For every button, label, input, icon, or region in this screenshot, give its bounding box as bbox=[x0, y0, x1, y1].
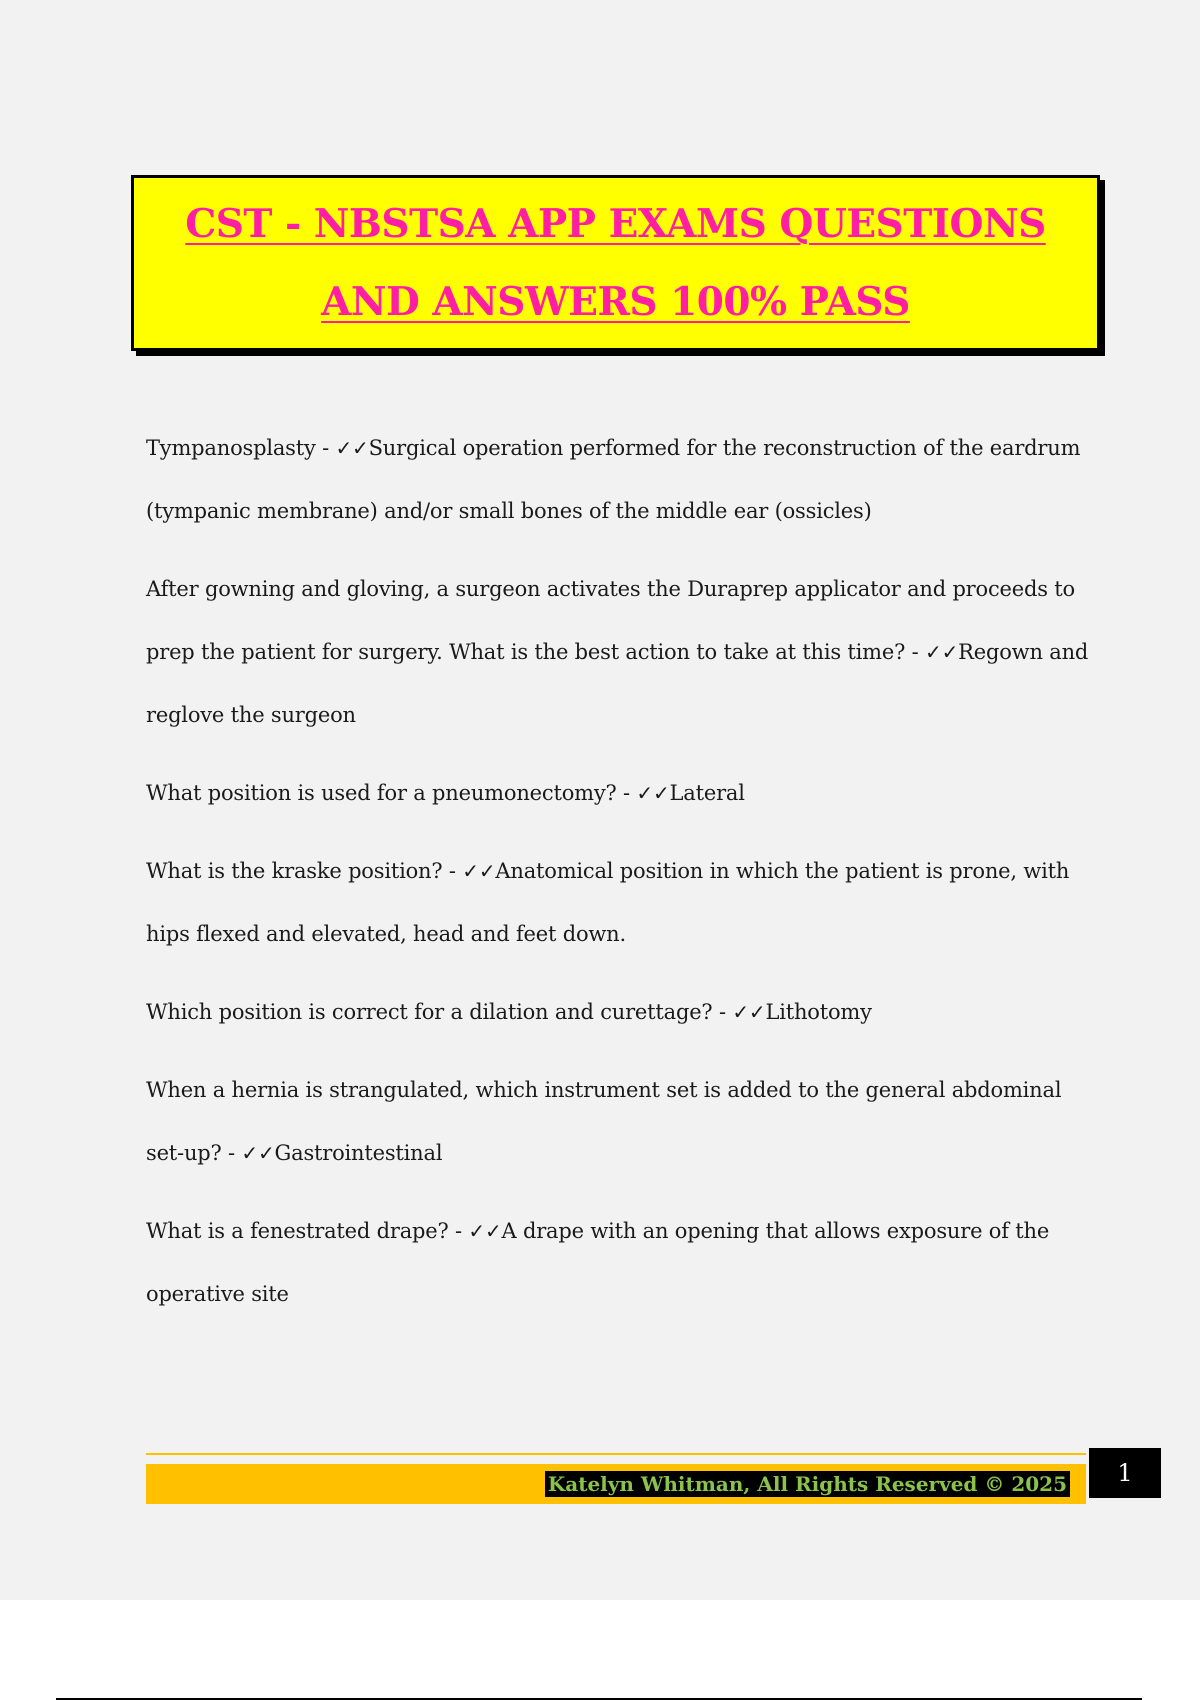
qa-item-tympanoplasty bbox=[146, 417, 1096, 543]
footer-bar bbox=[146, 1464, 1086, 1504]
qa-item-kraske bbox=[146, 840, 1096, 966]
footer-divider bbox=[146, 1453, 1086, 1455]
double-check-icon: ✓✓ bbox=[462, 859, 496, 883]
title-line-1: CST - NBSTSA APP EXAMS QUESTIONS bbox=[185, 201, 1046, 247]
title-box bbox=[131, 175, 1100, 351]
qa-answer: Lithotomy bbox=[765, 1000, 872, 1024]
footer-copyright: Katelyn Whitman, All Rights Reserved © 2025 bbox=[545, 1471, 1070, 1497]
qa-question: Tympanosplasty - bbox=[146, 436, 336, 460]
qa-question: After gowning and gloving, a surgeon activates the Duraprep applicator and proceeds to prep the patient for surgery. What is the best action to take at this time? - bbox=[146, 577, 1075, 664]
qa-question: What position is used for a pneumonectomy? - bbox=[146, 781, 637, 805]
double-check-icon: ✓✓ bbox=[335, 436, 369, 460]
qa-question: What is a fenestrated drape? - bbox=[146, 1219, 469, 1243]
qa-answer: Gastrointestinal bbox=[274, 1141, 443, 1165]
qa-item-hernia bbox=[146, 1059, 1096, 1185]
double-check-icon: ✓✓ bbox=[241, 1141, 275, 1165]
double-check-icon: ✓✓ bbox=[636, 781, 670, 805]
double-check-icon: ✓✓ bbox=[732, 1000, 766, 1024]
qa-answer: Anatomical position in which the patient is prone, with hips flexed and elevated, head and feet down. bbox=[146, 859, 1070, 946]
page-number: 1 bbox=[1089, 1448, 1161, 1498]
qa-item-fenestrated-drape bbox=[146, 1200, 1096, 1326]
qa-answer: A drape with an opening that allows exposure of the operative site bbox=[146, 1219, 1050, 1306]
qa-question: When a hernia is strangulated, which instrument set is added to the general abdominal set-up? - bbox=[146, 1078, 1062, 1165]
double-check-icon: ✓✓ bbox=[468, 1219, 502, 1243]
qa-answer: Regown and reglove the surgeon bbox=[146, 640, 1089, 727]
qa-answer: Lateral bbox=[669, 781, 745, 805]
qa-list bbox=[146, 417, 1096, 1341]
qa-item-duraprep bbox=[146, 558, 1096, 747]
qa-question: Which position is correct for a dilation and curettage? - bbox=[146, 1000, 733, 1024]
qa-item-pneumonectomy bbox=[146, 762, 1096, 825]
qa-question: What is the kraske position? - bbox=[146, 859, 463, 883]
double-check-icon: ✓✓ bbox=[925, 640, 959, 664]
qa-item-dilation-curettage bbox=[146, 981, 1096, 1044]
title-line-2: AND ANSWERS 100% PASS bbox=[321, 279, 910, 325]
qa-answer: Surgical operation performed for the reconstruction of the eardrum (tympanic membrane) and/or small bones of the middle ear (ossicles) bbox=[146, 436, 1081, 523]
